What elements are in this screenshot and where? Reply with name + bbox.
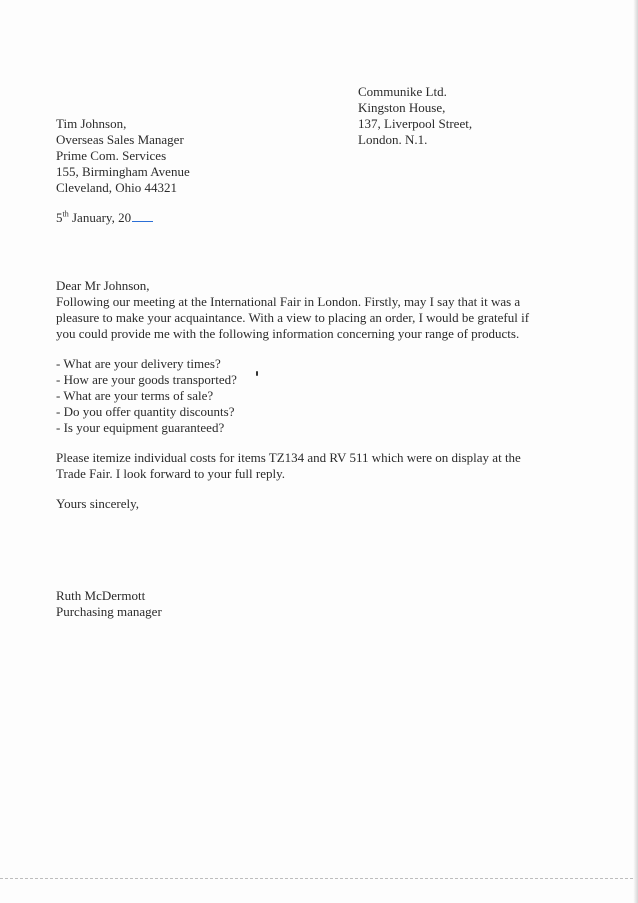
date-suffix: th	[62, 209, 69, 219]
question-item: - Is your equipment guaranteed?	[56, 420, 225, 435]
stray-ink-mark	[256, 371, 258, 376]
year-blank-line	[132, 219, 153, 222]
sender-street: 137, Liverpool Street,	[358, 116, 473, 131]
page-bottom-edge	[0, 878, 638, 879]
paragraph1-line: pleasure to make your acquaintance. With a view to placing an order, I would be grateful if	[56, 310, 530, 325]
letter-date	[56, 210, 153, 225]
page-right-edge	[633, 0, 638, 903]
paragraph2-line: Trade Fair. I look forward to your full reply.	[56, 466, 286, 481]
signature-title: Purchasing manager	[56, 604, 162, 619]
sender-building: Kingston House,	[358, 100, 446, 115]
closing: Yours sincerely,	[56, 496, 140, 511]
signature-name: Ruth McDermott	[56, 588, 146, 603]
salutation: Dear Mr Johnson,	[56, 278, 150, 293]
sender-city: London. N.1.	[358, 132, 428, 147]
question-item: - Do you offer quantity discounts?	[56, 404, 235, 419]
paragraph2-line: Please itemize individual costs for items TZ134 and RV 511 which were on display at the	[56, 450, 521, 465]
paragraph1-line: Following our meeting at the International Fair in London. Firstly, may I say that it was a	[56, 294, 521, 309]
recipient-company: Prime Com. Services	[56, 148, 167, 163]
recipient-city: Cleveland, Ohio 44321	[56, 180, 177, 195]
question-item: - What are your delivery times?	[56, 356, 221, 371]
date-rest: January, 20	[68, 210, 132, 225]
paragraph1-line: you could provide me with the following information concerning your range of products.	[56, 326, 520, 341]
recipient-title: Overseas Sales Manager	[56, 132, 184, 147]
question-item: - What are your terms of sale?	[56, 388, 214, 403]
recipient-street: 155, Birmingham Avenue	[56, 164, 190, 179]
question-item: - How are your goods transported?	[56, 372, 237, 387]
sender-company: Communike Ltd.	[358, 84, 447, 99]
date-day: 5	[56, 210, 63, 225]
recipient-name: Tim Johnson,	[56, 116, 127, 131]
